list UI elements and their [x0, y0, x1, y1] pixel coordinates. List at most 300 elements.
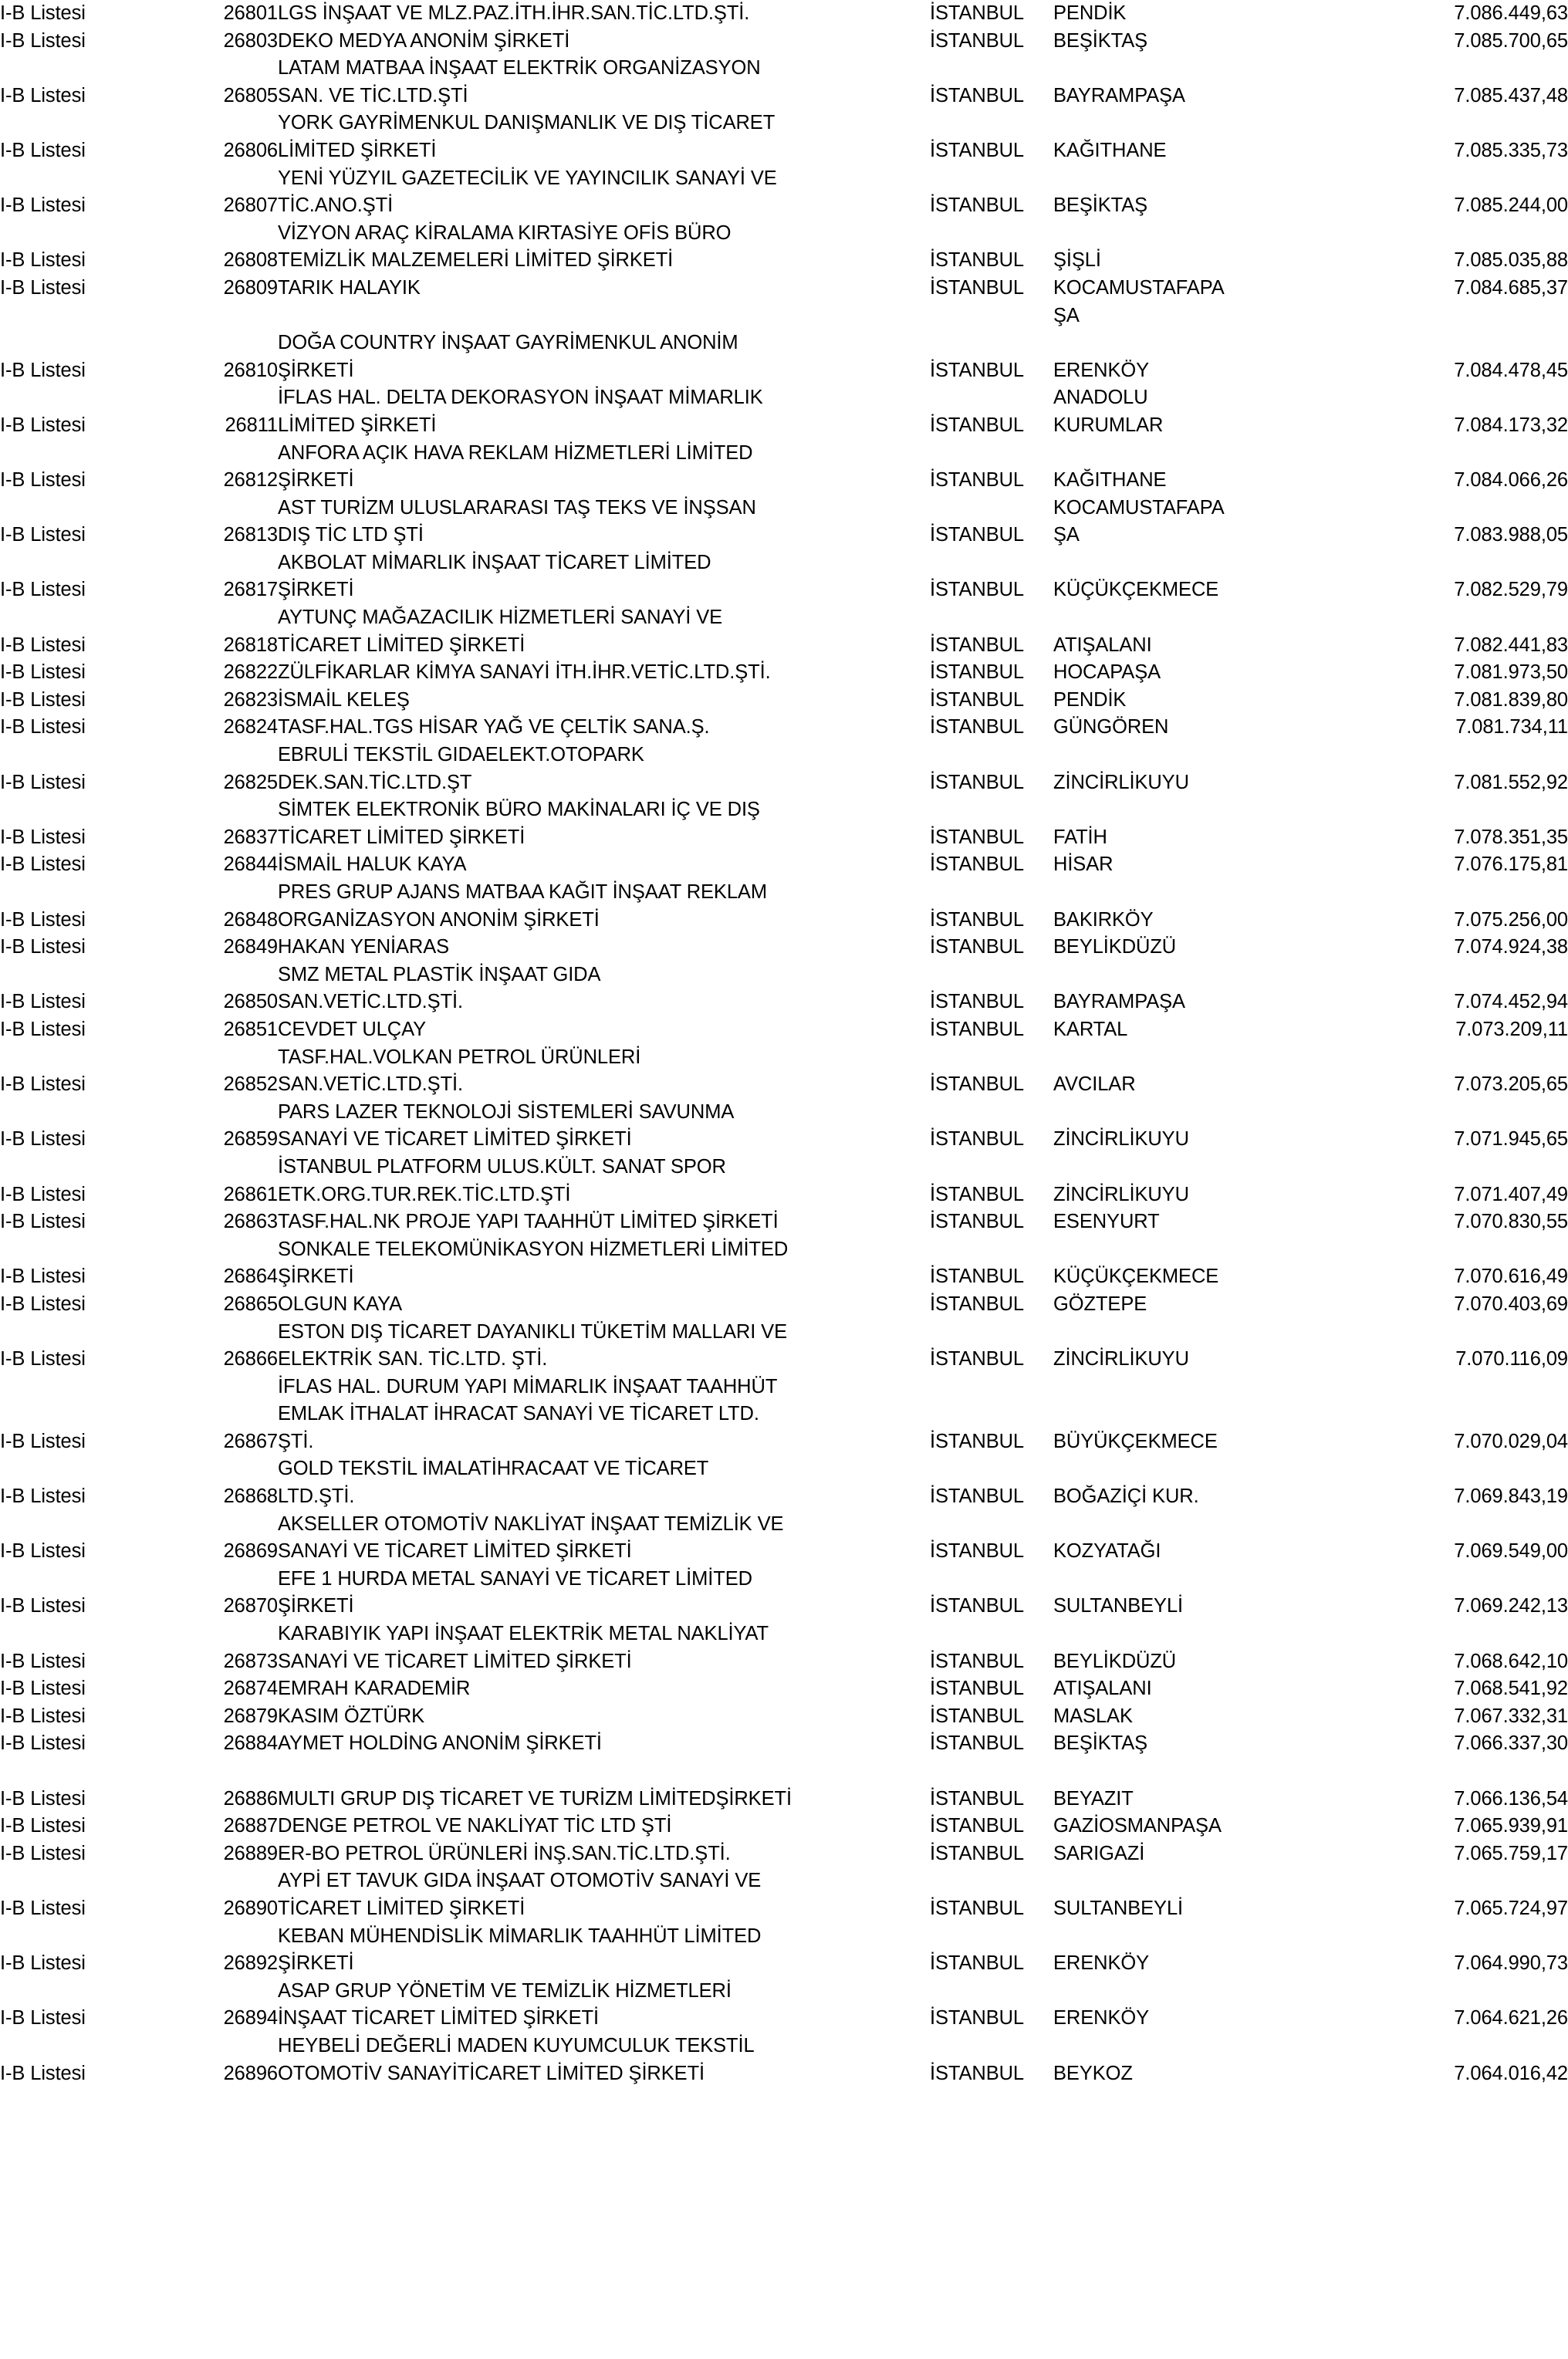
list-label-cell: I-B Listesi	[0, 194, 86, 217]
list-label-cell: I-B Listesi	[0, 1485, 86, 1508]
tax-office-cell	[1053, 275, 1285, 330]
tax-office-cell	[1053, 1730, 1285, 1758]
debtor-name-cell	[278, 384, 930, 439]
debtor-name-line: CEVDET ULÇAY	[278, 1018, 426, 1040]
debtor-name-line: TEMİZLİK MALZEMELERİ LİMİTED ŞİRKETİ	[278, 249, 674, 272]
tax-office-line: SULTANBEYLİ	[1053, 1897, 1184, 1919]
sequence-number-cell: 26851	[223, 1018, 278, 1040]
tax-office-line: KURUMLAR	[1053, 414, 1164, 436]
debtor-name-cell	[278, 55, 930, 110]
tax-office-line: PENDİK	[1053, 2, 1127, 24]
sequence-number-cell: 26825	[223, 771, 278, 793]
table-row[interactable]	[0, 1786, 1568, 1813]
amount-cell: 7.075.256,00	[1454, 908, 1568, 931]
tax-office-line: HOCAPAŞA	[1053, 661, 1161, 684]
debtor-name-cell	[278, 1978, 930, 2033]
debtor-name-line: LİMİTED ŞİRKETİ	[278, 414, 437, 436]
debtor-name-line: SMZ METAL PLASTİK İNŞAAT GIDA	[278, 963, 601, 985]
tax-office-line: MASLAK	[1053, 1705, 1133, 1727]
province-cell: İSTANBUL	[930, 936, 1025, 958]
sequence-number-cell: 26837	[223, 826, 278, 848]
amount-cell: 7.066.337,30	[1454, 1732, 1568, 1755]
sequence-number-cell: 26859	[223, 1128, 278, 1151]
table-row[interactable]	[0, 1374, 1568, 1456]
tax-office-cell	[1053, 384, 1285, 439]
debtor-name-cell	[278, 1236, 930, 1291]
debtor-name-line: OTOMOTİV SANAYİTİCARET LİMİTED ŞİRKETİ	[278, 2062, 705, 2084]
tax-office-line: BAKIRKÖY	[1053, 908, 1154, 931]
sequence-number-cell: 26865	[223, 1293, 278, 1315]
table-row[interactable]	[0, 1703, 1568, 1731]
tax-office-line: ERENKÖY	[1053, 359, 1149, 381]
table-row[interactable]	[0, 934, 1568, 962]
debtor-name-line: EFE 1 HURDA METAL SANAYİ VE TİCARET LİMİTED	[278, 1567, 752, 1590]
debtor-name-cell	[278, 1044, 930, 1099]
tax-office-cell	[1053, 55, 1285, 110]
debtor-name-cell	[278, 1621, 930, 1675]
tax-office-cell	[1053, 1319, 1285, 1374]
tax-office-cell	[1053, 0, 1285, 28]
province-cell: İSTANBUL	[930, 1018, 1025, 1040]
debtor-name-line: ŞTİ.	[278, 1430, 314, 1452]
debtor-name-cell	[278, 220, 930, 275]
sequence-number-cell: 26813	[223, 524, 278, 546]
sequence-number-cell: 26850	[223, 991, 278, 1013]
province-cell: İSTANBUL	[930, 414, 1025, 436]
sequence-number-cell: 26886	[223, 1787, 278, 1810]
tax-office-line: GAZİOSMANPAŞA	[1053, 1815, 1222, 1837]
list-label-cell: I-B Listesi	[0, 634, 86, 656]
sequence-number-cell: 26866	[223, 1348, 278, 1370]
sequence-number-cell: 26818	[223, 634, 278, 656]
tax-office-cell	[1053, 1374, 1285, 1456]
tax-office-cell	[1053, 1923, 1285, 1978]
sequence-number-cell: 26848	[223, 908, 278, 931]
tax-office-cell	[1053, 1099, 1285, 1154]
sequence-number-cell: 26805	[223, 84, 278, 106]
debtor-name-cell	[278, 687, 930, 715]
tax-office-cell	[1053, 1154, 1285, 1208]
table-row[interactable]	[0, 1016, 1568, 1044]
tax-office-cell	[1053, 851, 1285, 879]
debtor-name-cell	[278, 1730, 930, 1758]
debtor-name-line: EMRAH KARADEMİR	[278, 1678, 471, 1700]
tax-office-cell	[1053, 1675, 1285, 1703]
debtor-name-cell	[278, 742, 930, 796]
province-cell: İSTANBUL	[930, 1787, 1025, 1810]
amount-cell: 7.071.945,65	[1454, 1128, 1568, 1151]
debtor-name-line: ESTON DIŞ TİCARET DAYANIKLI TÜKETİM MALLARI VE	[278, 1320, 787, 1343]
province-cell: İSTANBUL	[930, 1128, 1025, 1151]
list-label-cell: I-B Listesi	[0, 1266, 86, 1288]
table-row[interactable]	[0, 714, 1568, 742]
debtor-name-cell	[278, 1566, 930, 1621]
table-row[interactable]	[0, 687, 1568, 715]
debtor-name-line: ELEKTRİK SAN. TİC.LTD. ŞTİ.	[278, 1348, 548, 1370]
table-row[interactable]	[0, 0, 1568, 28]
debtor-name-line: TASF.HAL.NK PROJE YAPI TAAHHÜT LİMİTED ŞİRKETİ	[278, 1211, 779, 1233]
amount-cell: 7.083.988,05	[1454, 524, 1568, 546]
amount-cell: 7.078.351,35	[1454, 826, 1568, 848]
amount-cell: 7.064.990,73	[1454, 1952, 1568, 1975]
debtor-name-line: ŞİRKETİ	[278, 469, 354, 492]
amount-cell: 7.065.724,97	[1454, 1897, 1568, 1919]
table-row[interactable]	[0, 604, 1568, 659]
tax-office-cell	[1053, 714, 1285, 742]
tax-office-cell	[1053, 28, 1285, 56]
province-cell: İSTANBUL	[930, 84, 1025, 106]
debtor-name-line: SANAYİ VE TİCARET LİMİTED ŞİRKETİ	[278, 1650, 632, 1672]
tax-office-cell	[1053, 220, 1285, 275]
table-row[interactable]	[0, 1840, 1568, 1868]
debtor-name-line: YORK GAYRİMENKUL DANIŞMANLIK VE DIŞ TİCARET	[278, 112, 776, 134]
list-label-cell: I-B Listesi	[0, 1211, 86, 1233]
tax-office-line: KOZYATAĞI	[1053, 1540, 1161, 1563]
table-row[interactable]	[0, 1291, 1568, 1319]
tax-office-cell	[1053, 549, 1285, 604]
province-cell: İSTANBUL	[930, 1348, 1025, 1370]
table-row-spacer	[0, 1758, 1568, 1786]
sequence-number-cell: 26864	[223, 1266, 278, 1288]
table-row[interactable]	[0, 1978, 1568, 2033]
tax-office-line: ZİNCİRLİKUYU	[1053, 771, 1189, 793]
table-row[interactable]	[0, 1923, 1568, 1978]
debtor-name-line: İNŞAAT TİCARET LİMİTED ŞİRKETİ	[278, 2007, 599, 2029]
tax-office-cell	[1053, 879, 1285, 934]
sequence-number-cell: 26806	[223, 139, 278, 161]
sequence-number-cell: 26879	[223, 1705, 278, 1727]
debtor-name-line: KARABIYIK YAPI İNŞAAT ELEKTRİK METAL NAKLİYAT	[278, 1623, 769, 1645]
debtor-name-line: MULTI GRUP DIŞ TİCARET VE TURİZM LİMİTEDŞİRKETİ	[278, 1787, 792, 1810]
debtor-name-cell	[278, 962, 930, 1016]
debtor-name-line: TASF.HAL.TGS HİSAR YAĞ VE ÇELTİK SANA.Ş.	[278, 716, 710, 738]
province-cell: İSTANBUL	[930, 469, 1025, 492]
amount-cell: 7.073.209,11	[1455, 1018, 1568, 1040]
amount-cell: 7.066.136,54	[1454, 1787, 1568, 1810]
debtor-name-line: ANFORA AÇIK HAVA REKLAM HİZMETLERİ LİMİTED	[278, 441, 753, 464]
table-row[interactable]	[0, 1566, 1568, 1621]
province-cell: İSTANBUL	[930, 139, 1025, 161]
sequence-number-cell: 26890	[223, 1897, 278, 1919]
province-cell: İSTANBUL	[930, 2007, 1025, 2029]
tax-office-line: ZİNCİRLİKUYU	[1053, 1183, 1189, 1205]
list-label-cell: I-B Listesi	[0, 908, 86, 931]
tax-office-line: FATİH	[1053, 826, 1107, 848]
table-row[interactable]	[0, 1813, 1568, 1840]
amount-cell: 7.068.541,92	[1454, 1678, 1568, 1700]
debtor-name-line: DIŞ TİC LTD ŞTİ	[278, 524, 424, 546]
debtor-name-line: LTD.ŞTİ.	[278, 1485, 355, 1508]
table-row[interactable]	[0, 879, 1568, 934]
list-label-cell: I-B Listesi	[0, 469, 86, 492]
table-row[interactable]	[0, 330, 1568, 384]
tax-office-line: ŞA	[1053, 304, 1080, 326]
amount-cell: 7.069.242,13	[1454, 1595, 1568, 1617]
sequence-number-cell: 26870	[223, 1595, 278, 1617]
tax-office-line: ZİNCİRLİKUYU	[1053, 1348, 1189, 1370]
amount-cell: 7.074.924,38	[1454, 936, 1568, 958]
sequence-number-cell: 26809	[223, 276, 278, 299]
amount-cell: 7.065.759,17	[1454, 1842, 1568, 1864]
debtor-name-cell	[278, 165, 930, 220]
tax-office-cell	[1053, 1840, 1285, 1868]
province-cell: İSTANBUL	[930, 29, 1025, 52]
debtor-name-line: ETK.ORG.TUR.REK.TİC.LTD.ŞTİ	[278, 1183, 571, 1205]
tax-office-line: BOĞAZİÇİ KUR.	[1053, 1485, 1199, 1508]
list-label-cell: I-B Listesi	[0, 359, 86, 381]
tax-office-cell	[1053, 1291, 1285, 1319]
province-cell: İSTANBUL	[930, 1293, 1025, 1315]
amount-cell: 7.067.332,31	[1454, 1705, 1568, 1727]
sequence-number-cell: 26844	[223, 853, 278, 876]
tax-office-line: ANADOLU	[1053, 387, 1148, 409]
debtor-name-cell	[278, 1016, 930, 1044]
table-row[interactable]	[0, 55, 1568, 110]
table-row[interactable]	[0, 1044, 1568, 1099]
debtor-name-cell	[278, 1455, 930, 1510]
debtor-name-line: AYMET HOLDİNG ANONİM ŞİRKETİ	[278, 1732, 602, 1755]
amount-cell: 7.069.549,00	[1454, 1540, 1568, 1563]
debtor-name-cell	[278, 714, 930, 742]
tax-office-cell	[1053, 1621, 1285, 1675]
list-label-cell: I-B Listesi	[0, 524, 86, 546]
province-cell: İSTANBUL	[930, 1183, 1025, 1205]
table-row[interactable]	[0, 1867, 1568, 1922]
tax-office-line: GÜNGÖREN	[1053, 716, 1169, 738]
list-label-cell: I-B Listesi	[0, 771, 86, 793]
province-cell: İSTANBUL	[930, 359, 1025, 381]
sequence-number-cell: 26808	[223, 249, 278, 272]
tax-office-cell	[1053, 2033, 1285, 2087]
province-cell: İSTANBUL	[930, 1595, 1025, 1617]
debtor-name-line: TİC.ANO.ŞTİ	[278, 194, 394, 217]
amount-cell: 7.074.452,94	[1454, 991, 1568, 1013]
tax-office-line: KÜÇÜKÇEKMECE	[1053, 579, 1219, 601]
debtor-name-line: TİCARET LİMİTED ŞİRKETİ	[278, 1897, 525, 1919]
list-label-cell: I-B Listesi	[0, 1540, 86, 1563]
list-label-cell: I-B Listesi	[0, 991, 86, 1013]
tax-office-cell	[1053, 165, 1285, 220]
sequence-number-cell: 26812	[223, 469, 278, 492]
list-label-cell: I-B Listesi	[0, 84, 86, 106]
table-row[interactable]	[0, 1208, 1568, 1236]
tax-office-cell	[1053, 1044, 1285, 1099]
list-label-cell: I-B Listesi	[0, 936, 86, 958]
province-cell: İSTANBUL	[930, 1211, 1025, 1233]
sequence-number-cell: 26803	[223, 29, 278, 52]
amount-cell: 7.082.529,79	[1454, 579, 1568, 601]
table-row[interactable]	[0, 110, 1568, 164]
list-label-cell: I-B Listesi	[0, 826, 86, 848]
sequence-number-cell: 26817	[223, 579, 278, 601]
debtor-name-cell	[278, 28, 930, 56]
list-label-cell: I-B Listesi	[0, 2062, 86, 2084]
amount-cell: 7.070.116,09	[1455, 1348, 1568, 1370]
table-row[interactable]	[0, 384, 1568, 439]
list-label-cell: I-B Listesi	[0, 29, 86, 52]
amount-cell: 7.086.449,63	[1454, 2, 1568, 24]
tax-office-line: SARIGAZİ	[1053, 1842, 1145, 1864]
sequence-number-cell: 26892	[223, 1952, 278, 1975]
table-row[interactable]	[0, 1730, 1568, 1758]
debtor-name-cell	[278, 1703, 930, 1731]
table-row[interactable]	[0, 962, 1568, 1016]
list-label-cell: I-B Listesi	[0, 2007, 86, 2029]
list-label-cell: I-B Listesi	[0, 1073, 86, 1096]
sequence-number-cell: 26807	[223, 194, 278, 217]
debtor-name-line: PARS LAZER TEKNOLOJİ SİSTEMLERİ SAVUNMA	[278, 1100, 735, 1123]
tax-office-line: HİSAR	[1053, 853, 1113, 876]
debtor-name-cell	[278, 879, 930, 934]
debtor-name-line: İSTANBUL PLATFORM ULUS.KÜLT. SANAT SPOR	[278, 1155, 726, 1178]
table-row[interactable]	[0, 851, 1568, 879]
amount-cell: 7.084.173,32	[1454, 414, 1568, 436]
tax-office-line: BEYKOZ	[1053, 2062, 1133, 2084]
debtor-name-line: İSMAİL KELEŞ	[278, 688, 410, 711]
debtor-name-line: HEYBELİ DEĞERLİ MADEN KUYUMCULUK TEKSTİL	[278, 2034, 755, 2057]
debtor-name-line: OLGUN KAYA	[278, 1293, 403, 1315]
debtor-name-cell	[278, 495, 930, 549]
debtor-name-line: GOLD TEKSTİL İMALATİHRACAAT VE TİCARET	[278, 1458, 709, 1480]
tax-office-line: BÜYÜKÇEKMECE	[1053, 1430, 1218, 1452]
sequence-number-cell: 26869	[223, 1540, 278, 1563]
debtor-name-line: KASIM ÖZTÜRK	[278, 1705, 425, 1727]
amount-cell: 7.070.830,55	[1454, 1211, 1568, 1233]
province-cell: İSTANBUL	[930, 194, 1025, 217]
sequence-number-cell: 26884	[223, 1732, 278, 1755]
table-row[interactable]	[0, 28, 1568, 56]
tax-office-cell	[1053, 1511, 1285, 1566]
debtor-name-cell	[278, 1291, 930, 1319]
table-row[interactable]	[0, 440, 1568, 495]
amount-cell: 7.085.244,00	[1454, 194, 1568, 217]
tax-office-cell	[1053, 796, 1285, 851]
debtor-name-line: DENGE PETROL VE NAKLİYAT TİC LTD ŞTİ	[278, 1815, 672, 1837]
debtor-name-line: LGS İNŞAAT VE MLZ.PAZ.İTH.İHR.SAN.TİC.LTD.ŞTİ.	[278, 2, 750, 24]
debtor-name-cell	[278, 851, 930, 879]
tax-office-cell	[1053, 742, 1285, 796]
tax-office-line: BEŞİKTAŞ	[1053, 1732, 1148, 1755]
amount-cell: 7.070.616,49	[1454, 1266, 1568, 1288]
list-label-cell: I-B Listesi	[0, 853, 86, 876]
table-row[interactable]	[0, 495, 1568, 549]
tax-office-cell	[1053, 659, 1285, 687]
tax-office-cell	[1053, 1867, 1285, 1922]
tax-office-cell	[1053, 962, 1285, 1016]
debtor-name-line: TİCARET LİMİTED ŞİRKETİ	[278, 826, 525, 848]
tax-office-line: BEYLİKDÜZÜ	[1053, 936, 1177, 958]
debtor-name-cell	[278, 1511, 930, 1566]
tax-office-cell	[1053, 1208, 1285, 1236]
amount-cell: 7.082.441,83	[1454, 634, 1568, 656]
sequence-number-cell: 26894	[223, 2007, 278, 2029]
list-label-cell: I-B Listesi	[0, 414, 86, 436]
debtor-name-line: KEBAN MÜHENDİSLİK MİMARLIK TAAHHÜT LİMİTED	[278, 1925, 762, 1947]
sequence-number-cell: 26861	[223, 1183, 278, 1205]
debtor-name-cell	[278, 110, 930, 164]
list-label-cell: I-B Listesi	[0, 1952, 86, 1975]
tax-office-line: PENDİK	[1053, 688, 1127, 711]
debtor-name-line: HAKAN YENİARAS	[278, 936, 450, 958]
tax-office-line: KARTAL	[1053, 1018, 1128, 1040]
debtor-name-cell	[278, 1374, 930, 1456]
table-row[interactable]	[0, 1621, 1568, 1675]
province-cell: İSTANBUL	[930, 524, 1025, 546]
debtor-name-line: TASF.HAL.VOLKAN PETROL ÜRÜNLERİ	[278, 1046, 641, 1068]
table-row[interactable]	[0, 275, 1568, 330]
tax-office-cell	[1053, 110, 1285, 164]
province-cell: İSTANBUL	[930, 826, 1025, 848]
tax-office-line: BEYAZIT	[1053, 1787, 1134, 1810]
amount-cell: 7.084.685,37	[1454, 276, 1568, 299]
sequence-number-cell: 26889	[223, 1842, 278, 1864]
province-cell: İSTANBUL	[930, 1732, 1025, 1755]
tax-office-line: ERENKÖY	[1053, 2007, 1149, 2029]
sequence-number-cell: 26811	[225, 414, 278, 436]
amount-cell: 7.070.029,04	[1454, 1430, 1568, 1452]
debtor-name-line: SAN.VETİC.LTD.ŞTİ.	[278, 1073, 464, 1096]
province-cell: İSTANBUL	[930, 991, 1025, 1013]
province-cell: İSTANBUL	[930, 1678, 1025, 1700]
table-row[interactable]	[0, 1455, 1568, 1510]
debtor-name-line: DEKO MEDYA ANONİM ŞİRKETİ	[278, 29, 570, 52]
tax-office-line: AVCILAR	[1053, 1073, 1136, 1096]
sequence-number-cell: 26822	[223, 661, 278, 684]
province-cell: İSTANBUL	[930, 1485, 1025, 1508]
tax-office-cell	[1053, 604, 1285, 659]
debtor-name-line: EMLAK İTHALAT İHRACAT SANAYİ VE TİCARET LTD.	[278, 1403, 759, 1425]
debtor-name-line: VİZYON ARAÇ KİRALAMA KIRTASİYE OFİS BÜRO	[278, 221, 732, 244]
province-cell: İSTANBUL	[930, 276, 1025, 299]
table-row[interactable]	[0, 659, 1568, 687]
table-row[interactable]	[0, 220, 1568, 275]
tax-office-line: ERENKÖY	[1053, 1952, 1149, 1975]
table-row[interactable]	[0, 1236, 1568, 1291]
list-label-cell: I-B Listesi	[0, 1018, 86, 1040]
debtor-name-line: ŞİRKETİ	[278, 1595, 354, 1617]
table-row[interactable]	[0, 549, 1568, 604]
amount-cell: 7.064.621,26	[1454, 2007, 1568, 2029]
list-label-cell: I-B Listesi	[0, 1348, 86, 1370]
debtor-name-cell	[278, 440, 930, 495]
sequence-number-cell: 26810	[223, 359, 278, 381]
list-label-cell: I-B Listesi	[0, 1842, 86, 1864]
table-row[interactable]	[0, 1319, 1568, 1374]
debtor-name-cell	[278, 1840, 930, 1868]
tax-office-line: KÜÇÜKÇEKMECE	[1053, 1266, 1219, 1288]
table-row[interactable]	[0, 796, 1568, 851]
table-row[interactable]	[0, 1154, 1568, 1208]
debtor-name-cell	[278, 0, 930, 28]
tax-office-cell	[1053, 687, 1285, 715]
sequence-number-cell: 26824	[223, 716, 278, 738]
debtor-name-line: ŞİRKETİ	[278, 1266, 354, 1288]
table-row[interactable]	[0, 1675, 1568, 1703]
table-row[interactable]	[0, 2033, 1568, 2087]
debtor-name-cell	[278, 275, 930, 330]
table-row[interactable]	[0, 742, 1568, 796]
amount-cell: 7.068.642,10	[1454, 1650, 1568, 1672]
amount-cell: 7.065.939,91	[1454, 1815, 1568, 1837]
tax-office-line: GÖZTEPE	[1053, 1293, 1147, 1315]
table-row[interactable]	[0, 1099, 1568, 1154]
tax-office-cell	[1053, 1566, 1285, 1621]
amount-cell: 7.073.205,65	[1454, 1073, 1568, 1096]
table-row[interactable]	[0, 165, 1568, 220]
list-label-cell: I-B Listesi	[0, 1128, 86, 1151]
debtor-name-cell	[278, 549, 930, 604]
table-row[interactable]	[0, 1511, 1568, 1566]
